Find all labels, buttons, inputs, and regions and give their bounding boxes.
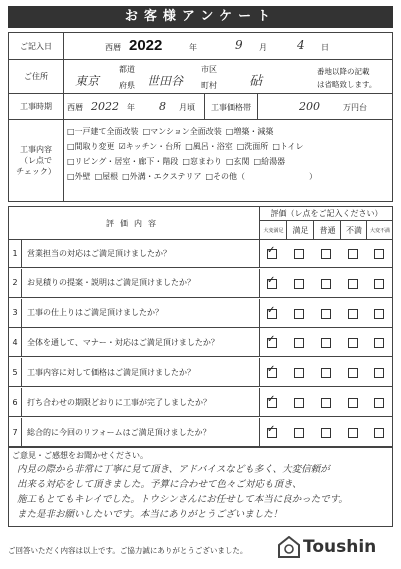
footer-message: ご回答いただく内容は以上です。ご協力誠にありがとうございました。 <box>8 546 248 555</box>
rating-checkbox[interactable] <box>294 428 304 438</box>
question-row <box>9 388 392 417</box>
check-mark-icon: ✓ <box>267 274 276 286</box>
rating-checkbox[interactable] <box>294 279 304 289</box>
rating-checkbox[interactable] <box>348 338 358 348</box>
rating-checkbox[interactable] <box>294 338 304 348</box>
col-normal: 普通 <box>313 221 341 239</box>
rating-checkbox[interactable] <box>267 334 277 348</box>
question-text: 打ち合わせの期限どおりに工事が完了しましたか？ <box>27 397 211 407</box>
period-month-unit: 月頃 <box>179 103 195 112</box>
address-unit2-bottom: 町村 <box>201 81 217 90</box>
comment-text <box>17 462 384 522</box>
date-label: ご記入日 <box>9 33 64 59</box>
rating-checkbox[interactable] <box>348 398 358 408</box>
address-town: 砧 <box>249 74 263 89</box>
period-year: 2022 <box>91 100 119 113</box>
price-unit: 万円台 <box>343 103 367 112</box>
options-line-2 <box>67 139 388 154</box>
rating-checkbox[interactable] <box>321 279 331 289</box>
question-row <box>9 418 392 447</box>
question-row <box>9 299 392 328</box>
period-year-unit: 年 <box>127 103 135 112</box>
options-line-1 <box>67 124 388 139</box>
row-divider <box>259 328 260 356</box>
rating-checkbox[interactable] <box>348 428 358 438</box>
rating-checkbox[interactable] <box>294 249 304 259</box>
rating-checkbox[interactable] <box>321 338 331 348</box>
option-full-mansion[interactable]: □マンション全面改装 <box>142 127 222 136</box>
question-number: 7 <box>9 418 22 447</box>
rating-checkbox[interactable] <box>348 309 358 319</box>
rating-checkbox[interactable] <box>321 428 331 438</box>
option-living[interactable]: □リビング・居室・廊下・階段 <box>67 157 179 166</box>
rating-header: 評価（レ点をご記入ください） <box>260 207 393 221</box>
address-note-1: 番地以降の記載 <box>317 67 370 76</box>
rating-checkbox[interactable] <box>348 249 358 259</box>
check-mark-icon: ✓ <box>267 423 276 435</box>
check-mark-icon: ✓ <box>267 245 276 256</box>
question-number: 5 <box>9 358 22 386</box>
address-label: ご住所 <box>9 60 64 93</box>
option-layout[interactable]: □間取り変更 <box>67 142 115 151</box>
question-text: 営業担当の対応はご満足頂けましたか？ <box>27 248 171 258</box>
row-divider <box>259 418 260 447</box>
option-other-close: ） <box>309 172 318 181</box>
question-number: 2 <box>9 269 22 297</box>
rating-checkbox[interactable] <box>374 309 384 319</box>
content-label: 工事内容 （レ点で チェック） <box>9 120 64 201</box>
period-era: 西暦 <box>67 103 83 112</box>
house-logo-icon <box>278 536 300 558</box>
address-unit2-top: 市区 <box>201 65 217 74</box>
row-divider <box>259 239 260 267</box>
question-number: 3 <box>9 299 22 327</box>
price-label: 工事価格帯 <box>211 103 251 112</box>
options-line-3 <box>67 154 388 169</box>
option-full-house[interactable]: □一戸建て全面改装 <box>67 127 139 136</box>
rating-checkbox[interactable] <box>374 338 384 348</box>
row-divider <box>259 299 260 327</box>
rating-checkbox[interactable] <box>374 249 384 259</box>
period-label: 工事時期 <box>9 94 64 119</box>
rating-checkbox[interactable] <box>321 309 331 319</box>
rating-checkbox[interactable] <box>348 279 358 289</box>
question-number: 1 <box>9 239 22 267</box>
rating-checkbox[interactable] <box>294 309 304 319</box>
check-mark-icon: ✓ <box>267 394 276 405</box>
question-text: 全体を通して、マナー・対応はご満足頂けましたか？ <box>27 337 219 347</box>
option-washroom[interactable]: □洗面所 <box>236 142 269 151</box>
question-text: 総合的に今回のリフォームはご満足頂けましたか？ <box>27 427 211 437</box>
address-unit1-bottom: 府県 <box>119 81 135 90</box>
col-dissatisfied: 不満 <box>340 221 367 239</box>
period-month: 8 <box>159 100 166 113</box>
rating-checkbox[interactable] <box>374 279 384 289</box>
col-very-dissatisfied: 大変不満 <box>366 221 393 239</box>
rating-checkbox[interactable] <box>267 423 277 438</box>
address-unit1-top: 都道 <box>119 65 135 74</box>
options-line-4 <box>67 169 388 184</box>
row-divider <box>259 388 260 416</box>
row-divider <box>259 358 260 386</box>
rating-checkbox[interactable] <box>267 394 277 408</box>
date-row <box>8 32 393 60</box>
survey-title: お客様アンケート <box>8 6 393 28</box>
price-value: 200 <box>299 100 320 113</box>
question-text: 工事の仕上りはご満足頂けましたか？ <box>27 308 163 318</box>
col-very-satisfied: 大変満足 <box>259 221 287 239</box>
option-bath[interactable]: □風呂・浴室 <box>185 142 233 151</box>
comment-label: ご意見・ご感想をお聞かせください。 <box>12 451 148 460</box>
rating-checkbox[interactable] <box>348 368 358 378</box>
company-logo <box>278 536 376 558</box>
rating-checkbox[interactable] <box>374 428 384 438</box>
date-month-unit: 月 <box>259 43 267 52</box>
rating-checkbox[interactable] <box>374 398 384 408</box>
row-divider <box>259 269 260 297</box>
date-month-value: 9 <box>235 38 243 52</box>
question-text: お見積りの提案・説明はご満足頂けましたか？ <box>27 278 195 288</box>
content-row <box>8 119 393 202</box>
period-row <box>8 93 393 120</box>
address-prefecture: 東京 <box>75 74 100 88</box>
question-row <box>9 269 392 298</box>
option-entrance[interactable]: □玄関 <box>225 157 250 166</box>
option-roof[interactable]: □屋根 <box>94 172 119 181</box>
rating-checkbox[interactable] <box>267 245 277 259</box>
option-window[interactable]: □窓まわり <box>182 157 222 166</box>
comment-line-1: 内見の際から非常に丁寧に見て頂き、アドバイスなども多く、大変信頼が <box>17 464 330 475</box>
rating-checkbox[interactable] <box>267 274 277 289</box>
rating-checkbox[interactable] <box>321 368 331 378</box>
question-row <box>9 328 392 357</box>
address-city: 世田谷 <box>147 74 184 88</box>
rating-checkbox[interactable] <box>294 398 304 408</box>
question-row <box>9 239 392 268</box>
option-extension[interactable]: □増築・減築 <box>225 127 274 136</box>
address-row <box>8 59 393 94</box>
date-era: 西暦 <box>105 43 121 52</box>
comment-line-3: 施工もとてもキレイでした。トウシンさんにお任せして本当に良かったです。 <box>17 494 348 505</box>
evaluation-header <box>9 207 392 240</box>
date-day-unit: 日 <box>321 43 329 52</box>
question-text: 工事内容に対して価格はご満足頂けましたか？ <box>27 367 195 377</box>
comment-line-4: また是非お願いしたいです。本当にありがとうございました！ <box>17 509 283 520</box>
option-water-heater[interactable]: □給湯器 <box>253 157 286 166</box>
comment-box <box>8 447 393 527</box>
rating-checkbox[interactable] <box>374 368 384 378</box>
option-toilet[interactable]: □トイレ <box>272 142 304 151</box>
logo-text: Toushin <box>303 537 377 557</box>
content-options <box>67 124 388 184</box>
question-row <box>9 358 392 387</box>
address-note-2: は省略致します。 <box>317 80 377 89</box>
rating-checkbox[interactable] <box>321 249 331 259</box>
check-mark-icon: ✓ <box>267 304 276 316</box>
col-satisfied: 満足 <box>286 221 314 239</box>
date-year-value: 2022 <box>129 37 163 54</box>
date-year-unit: 年 <box>189 43 197 52</box>
comment-line-2: 出来る対応をして頂きました。予算に合わせて色々ご対応も頂き、 <box>17 479 302 490</box>
rating-checkbox[interactable] <box>267 364 277 378</box>
rating-checkbox[interactable] <box>321 398 331 408</box>
check-mark-icon: ✓ <box>267 334 276 346</box>
option-kitchen[interactable]: ☑キッチン・台所 <box>118 142 182 151</box>
option-exterior[interactable]: □外溝・エクステリア <box>122 172 202 181</box>
question-number: 4 <box>9 328 22 356</box>
rating-checkbox[interactable] <box>267 304 277 319</box>
rating-checkbox[interactable] <box>294 368 304 378</box>
question-number: 6 <box>9 388 22 416</box>
option-other[interactable]: □その他（ <box>205 172 246 181</box>
date-day-value: 4 <box>297 38 305 52</box>
category-header: 評価内容 <box>9 207 260 239</box>
check-mark-icon: ✓ <box>267 364 276 376</box>
evaluation-table <box>8 206 393 447</box>
option-exterior-wall[interactable]: □外壁 <box>67 172 91 181</box>
